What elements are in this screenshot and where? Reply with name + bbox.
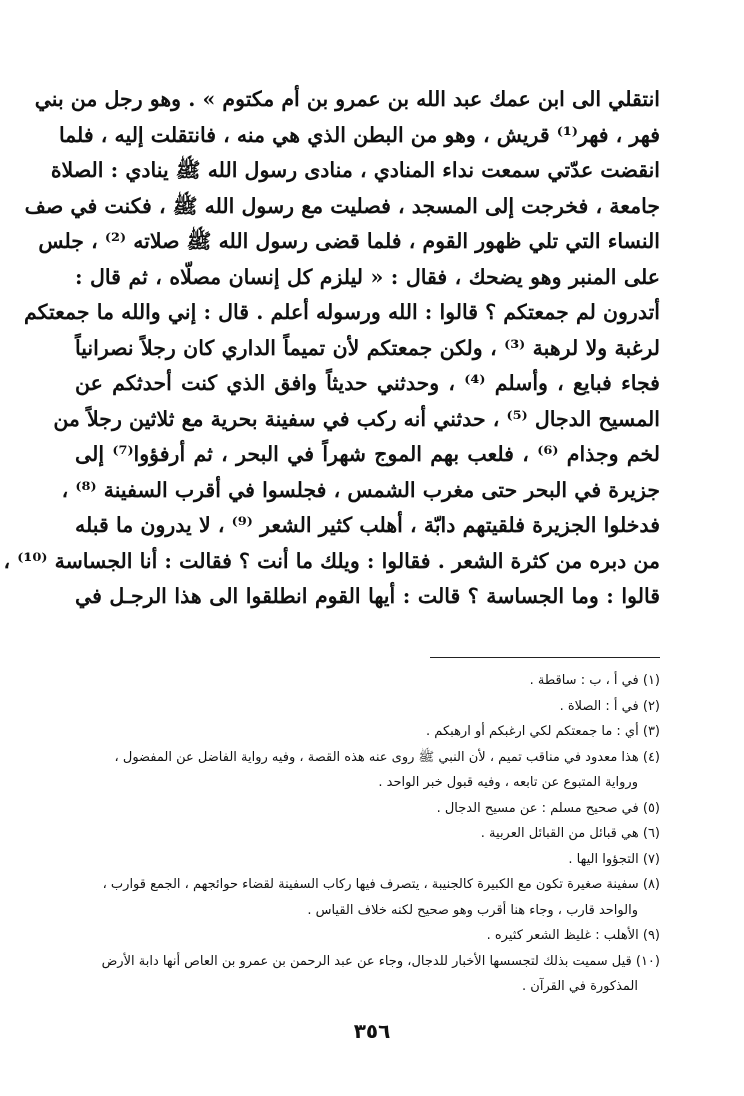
footnote-continuation: [75, 898, 660, 924]
footnote-number: (١): [642, 673, 660, 688]
footnote: [75, 719, 660, 745]
body-line: جامعة ، فخرجت إلى المسجد ، فصليت مع رسول الله ﷺ ، فكنت في صف: [24, 193, 660, 218]
body-line: جزيرة في البحر حتى مغرب الشمس ، فجلسوا في أقرب السفينة ⁽⁸⁾ ،: [61, 477, 660, 502]
footnote-text: هي قبائل من القبائل العربية .: [480, 826, 639, 841]
body-line: قالوا : وما الجساسة ؟ قالت : أيها القوم انطلقوا الى هذا الرجـل في: [75, 584, 660, 608]
body-line: انتقلي الى ابن عمك عبد الله بن عمرو بن أم مكتوم » . وهو رجل من بني: [34, 87, 660, 111]
body-line: انقضت عدّتي سمعت نداء المنادي ، منادى رسول الله ﷺ ينادي : الصلاة: [50, 158, 660, 182]
footnote-text: أي : ما جمعتكم لكي ارغبكم أو ارهبكم .: [426, 724, 639, 739]
body-line: فهر ، فهر⁽¹⁾ قريش ، وهو من البطن الذي هي منه ، فانتقلت إليه ، فلما: [58, 122, 660, 147]
footnote-text: سفينة صغيرة تكون مع الكبيرة كالجنيبة ، يتصرف فيها ركاب السفينة لقضاء حوائجهم ، الجمع قوارب ،: [102, 877, 639, 892]
footnote: [75, 872, 660, 898]
footnote-number: (٨): [642, 877, 660, 892]
footnote-text: ورواية المتبوع عن تابعه ، وفيه قبول خبر الواحد .: [378, 775, 638, 790]
footnote-text: في صحيح مسلم : عن مسيح الدجال .: [436, 800, 639, 816]
body-line: فدخلوا الجزيرة فلقيتهم دابّة ، أهلب كثير الشعر ⁽⁹⁾ ، لا يدرون ما قبله: [75, 513, 660, 537]
footnote: [75, 745, 660, 771]
footnote-number: (٥): [642, 800, 660, 816]
footnote: [75, 796, 660, 822]
main-text: [3, 82, 661, 615]
footnote: [75, 949, 660, 975]
footnote-number: (١٠): [635, 953, 660, 969]
footnote: [75, 821, 660, 847]
footnote-text: هذا معدود في مناقب تميم ، لأن النبي ﷺ روى عنه هذه القصة ، وفيه رواية الفاضل عن المفضول ،: [114, 749, 639, 765]
footnote-divider: [430, 657, 660, 658]
body-line: فجاء فبايع ، وأسلم ⁽⁴⁾ ، وحدثني حديثاً وافق الذي كنت أحدثكم عن: [75, 371, 660, 395]
footnote-continuation: [75, 974, 660, 1000]
footnote-number: (٧): [642, 851, 660, 867]
footnote: [75, 668, 660, 694]
footnote-continuation: [75, 770, 660, 796]
footnote-number: (٤): [642, 749, 660, 765]
body-line: أتدرون لم جمعتكم ؟ قالوا : الله ورسوله أعلم . قال : إني والله ما جمعتكم: [24, 300, 660, 324]
footnote-text: والواحد قارب ، وجاء هنا أقرب وهو صحيح لكنه خلاف القياس .: [307, 902, 638, 918]
page-number: ٣٥٦: [353, 1019, 391, 1043]
body-line: على المنبر وهو يضحك ، فقال : « ليلزم كل إنسان مصلّاه ، ثم قال :: [75, 264, 660, 289]
footnote-number: (٩): [642, 928, 660, 943]
footnote: [75, 923, 660, 949]
body-line: لرغبة ولا لرهبة ⁽³⁾ ، ولكن جمعتكم لأن تميماً الداري كان رجلاً نصرانياً: [75, 335, 661, 360]
footnote-number: (٢): [642, 698, 660, 714]
body-line: لخم وجذام ⁽⁶⁾ ، فلعب بهم الموج شهراً في البحر ، ثم أرفؤوا⁽⁷⁾ إلى: [75, 442, 660, 466]
footnote-text: المذكورة في القرآن .: [522, 979, 638, 994]
footnote-text: في أ ، ب : ساقطة .: [529, 673, 639, 688]
footnote-number: (٣): [642, 724, 660, 739]
footnote-number: (٦): [642, 826, 660, 841]
body-line: المسيح الدجال ⁽⁵⁾ ، حدثني أنه ركب في سفينة بحرية مع ثلاثين رجلاً من: [53, 406, 660, 431]
footnote-text: التجؤوا اليها .: [568, 851, 639, 867]
body-line: النساء التي تلي ظهور القوم ، فلما قضى رسول الله ﷺ صلاته ⁽²⁾ ، جلس: [38, 229, 660, 253]
footnote-text: قيل سميت بذلك لتجسسها الأخبار للدجال، وجاء عن عبد الرحمن بن عمرو بن العاص أنها دابة الأرض: [101, 953, 632, 969]
footnote: [75, 694, 660, 720]
body-line: من دبره من كثرة الشعر . فقالوا : ويلك ما أنت ؟ فقالت : أنا الجساسة ⁽¹⁰⁾ ،: [3, 548, 660, 573]
footnote-text: في أ : الصلاة .: [559, 698, 639, 714]
footnotes: [75, 668, 660, 1000]
footnote-text: الأهلب : غليظ الشعر كثيره .: [486, 928, 639, 943]
footnote: [75, 847, 660, 873]
